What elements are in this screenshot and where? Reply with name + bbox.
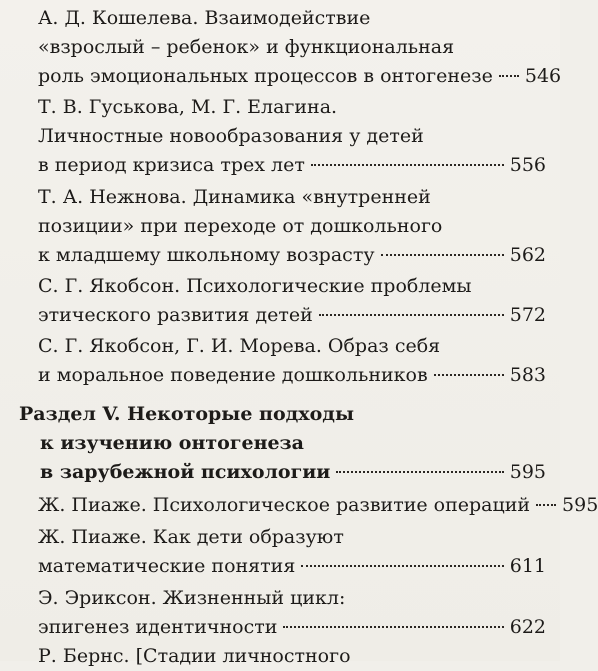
toc-entry-text: эпигенез идентичности [38,616,278,638]
toc-entry-text: С. Г. Якобсон, Г. И. Морева. Образ себя [38,335,441,357]
toc-entry-text: математические понятия [38,555,296,577]
toc-entry-text: и моральное поведение дошкольников [38,364,428,386]
toc-entry-line [38,92,546,122]
toc-entry-line [38,583,546,613]
toc-entry-line [38,32,546,62]
page-number: 583 [509,364,546,386]
toc-entry-text: позиции» при переходе от дошкольного [38,215,443,237]
page-number: 611 [509,555,546,577]
toc-entry-last-line [38,612,546,642]
page-number: 622 [509,616,546,638]
page-number: 562 [509,244,546,266]
toc-entry-line [38,121,546,151]
toc-entry-text: А. Д. Кошелева. Взаимодействие [38,7,371,29]
section-heading-text: в зарубежной психологии [40,461,331,483]
toc-entry-text: Личностные новообразования у детей [38,125,424,147]
toc-entry-line [38,271,546,301]
toc-entry-text: к младшему школьному возрасту [38,244,375,266]
dot-leader [301,565,503,567]
dot-leader [319,314,504,316]
toc-entry-text: Т. А. Нежнова. Динамика «внутренней [38,186,431,208]
toc-entry-text: Р. Бернс. [Стадии личностного [38,645,351,667]
toc-entry-line [38,641,546,667]
toc-entry-last-line [38,150,546,180]
toc-entry-last-line [38,240,546,270]
dot-leader [311,164,504,166]
toc-entry-text: роль эмоциональных процессов в онтогенезе [38,65,493,87]
dot-leader [499,75,519,77]
toc-entry-line [38,3,546,33]
toc-entry-text: С. Г. Якобсон. Психологические проблемы [38,275,472,297]
toc-entry-text: Ж. Пиаже. Как дети образуют [38,526,344,548]
page-number: 546 [524,65,562,87]
toc-entry-line [38,522,546,552]
toc-entry-text: Ж. Пиаже. Психологическое развитие операций [38,494,531,516]
toc-entry-last-line [38,551,546,581]
page-number: 595 [509,461,546,483]
toc-entry-text: этического развития детей [38,304,313,326]
dot-leader [536,504,556,506]
toc-entry-text: Т. В. Гуськова, М. Г. Елагина. [38,96,338,118]
dot-leader [434,374,504,376]
toc-entry-line [38,211,546,241]
page-number: 572 [509,304,546,326]
section-heading-text: к изучению онтогенеза [40,432,304,454]
dot-leader [336,471,503,473]
section-heading-line [40,428,546,458]
section-heading-text: Раздел V. Некоторые подходы [19,403,355,425]
dot-leader [283,626,503,628]
section-heading-last-line [40,457,546,487]
toc-entry-line [38,182,546,212]
page-number: 556 [509,154,546,176]
toc-entry-last-line [38,61,562,91]
toc-entry-last-line [38,300,546,330]
section-heading-line [19,399,546,429]
dot-leader [381,254,504,256]
toc-entry-line [38,331,546,361]
toc-entry-text: Э. Эриксон. Жизненный цикл: [38,587,346,609]
page-number: 595 [562,494,598,516]
toc-entry-text: в период кризиса трех лет [38,154,305,176]
toc-entry-last-line [38,490,598,520]
toc-entry-last-line [38,360,546,390]
toc-entry-text: «взрослый – ребенок» и функциональная [38,36,455,58]
